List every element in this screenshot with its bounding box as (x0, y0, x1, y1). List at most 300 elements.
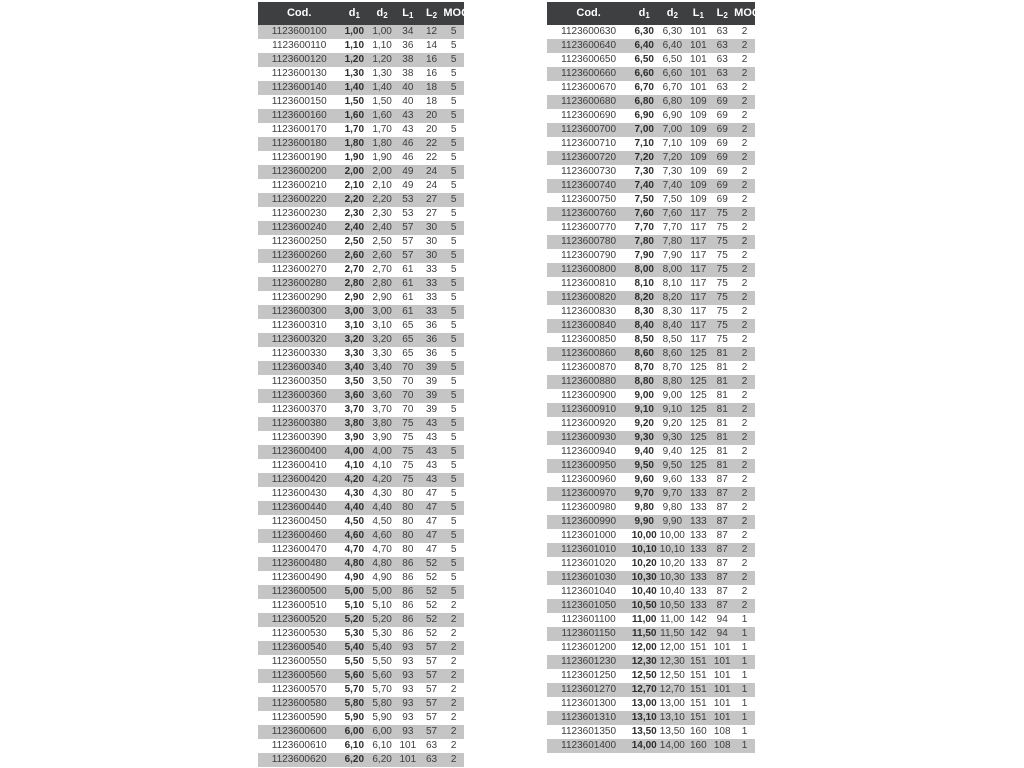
cell-d1: 10,10 (631, 544, 657, 555)
cell-l1: 93 (402, 712, 414, 723)
cell-moq: 5 (450, 334, 457, 345)
cell-l1: 101 (689, 54, 707, 65)
cell-d1: 2,80 (344, 278, 365, 289)
cell-l2: 101 (713, 712, 731, 723)
cell-l1: 109 (689, 152, 707, 163)
cell-d1: 7,50 (634, 194, 654, 205)
table-row (547, 529, 755, 543)
cell-code: 1123600100 (271, 26, 327, 37)
cell-d1: 5,50 (344, 656, 365, 667)
cell-d1: 7,80 (634, 236, 654, 247)
cell-l2: 52 (425, 628, 438, 639)
cell-l1: 61 (402, 292, 414, 303)
cell-l2: 22 (425, 138, 438, 149)
cell-l2: 39 (425, 376, 438, 387)
cell-d1: 7,60 (634, 208, 654, 219)
cell-l1: 86 (402, 628, 414, 639)
cell-l2: 69 (716, 194, 728, 205)
cell-l2: 69 (716, 166, 728, 177)
cell-l1: 57 (402, 222, 414, 233)
cell-code: 1123600150 (271, 96, 327, 107)
cell-l1: 109 (689, 124, 707, 135)
cell-code: 1123600390 (271, 432, 327, 443)
cell-l2: 18 (425, 96, 438, 107)
cell-l2: 75 (716, 208, 728, 219)
cell-d1: 10,30 (631, 572, 657, 583)
cell-d2: 4,30 (372, 488, 392, 499)
cell-d1: 2,40 (344, 222, 365, 233)
column-header-d1: $d_1$ (630, 2, 658, 25)
cell-moq: 2 (741, 432, 748, 443)
cell-l1: 133 (689, 474, 707, 485)
table-row (258, 417, 464, 431)
table-row (258, 515, 464, 529)
cell-code: 1123600710 (561, 138, 617, 149)
cell-moq: 5 (450, 530, 457, 541)
cell-d1: 3,10 (344, 320, 365, 331)
cell-l2: 57 (425, 684, 438, 695)
cell-moq: 5 (450, 572, 457, 583)
cell-moq: 1 (741, 698, 748, 709)
cell-moq: 2 (741, 40, 748, 51)
cell-d2: 1,20 (372, 54, 392, 65)
cell-d1: 5,80 (344, 698, 365, 709)
table-row (258, 221, 464, 235)
cell-moq: 2 (450, 656, 457, 667)
table-row (258, 599, 464, 613)
cell-l2: 24 (425, 166, 438, 177)
cell-d1: 5,60 (344, 670, 365, 681)
cell-d2: 3,20 (372, 334, 392, 345)
cell-d1: 12,50 (631, 670, 657, 681)
cell-code: 1123600750 (561, 194, 617, 205)
cell-l2: 75 (716, 320, 728, 331)
cell-moq: 5 (450, 26, 457, 37)
cell-code: 1123600760 (561, 208, 617, 219)
cell-l2: 69 (716, 124, 728, 135)
cell-d1: 2,50 (344, 236, 365, 247)
cell-l2: 63 (716, 40, 728, 51)
cell-moq: 5 (450, 488, 457, 499)
cell-code: 1123600290 (271, 292, 327, 303)
table-row (258, 389, 464, 403)
table-row (547, 53, 755, 67)
cell-code: 1123601010 (561, 544, 617, 555)
cell-moq: 2 (741, 530, 748, 541)
cell-code: 1123600440 (271, 502, 327, 513)
cell-moq: 2 (741, 502, 748, 513)
cell-moq: 2 (741, 208, 748, 219)
cell-d2: 4,80 (372, 558, 392, 569)
table-row (258, 123, 464, 137)
table-row (258, 459, 464, 473)
cell-d2: 1,50 (372, 96, 392, 107)
table-row (547, 487, 755, 501)
cell-d2: 10,50 (659, 600, 685, 611)
cell-d1: 7,00 (634, 124, 654, 135)
table-row (258, 193, 464, 207)
cell-l2: 39 (425, 404, 438, 415)
cell-d2: 5,60 (372, 670, 392, 681)
cell-l1: 70 (402, 376, 414, 387)
table-row (258, 613, 464, 627)
cell-l1: 75 (402, 460, 414, 471)
cell-code: 1123600250 (271, 236, 327, 247)
cell-l1: 133 (689, 502, 707, 513)
cell-d2: 8,80 (662, 376, 683, 387)
cell-l1: 151 (689, 698, 707, 709)
cell-d1: 6,00 (344, 726, 365, 737)
cell-d1: 8,10 (634, 278, 654, 289)
cell-moq: 1 (741, 740, 748, 751)
cell-l2: 33 (425, 264, 438, 275)
cell-l1: 151 (689, 712, 707, 723)
cell-moq: 5 (450, 558, 457, 569)
cell-l2: 101 (713, 670, 731, 681)
cell-l2: 57 (425, 670, 438, 681)
table-row (258, 711, 464, 725)
cell-code: 1123600730 (561, 166, 617, 177)
table-row (547, 333, 755, 347)
cell-moq: 2 (741, 236, 748, 247)
cell-l1: 125 (689, 348, 707, 359)
cell-l1: 80 (402, 502, 414, 513)
table-row (547, 515, 755, 529)
cell-code: 1123600320 (271, 334, 327, 345)
cell-d1: 9,40 (634, 446, 654, 457)
cell-l1: 109 (689, 138, 707, 149)
cell-l2: 52 (425, 586, 438, 597)
cell-l1: 61 (402, 278, 414, 289)
cell-moq: 1 (741, 726, 748, 737)
cell-d1: 4,70 (344, 544, 365, 555)
cell-d1: 4,60 (344, 530, 365, 541)
table-row (258, 165, 464, 179)
cell-d2: 9,30 (662, 432, 683, 443)
column-header-moq: MOQ* (734, 2, 755, 25)
cell-moq: 2 (450, 600, 457, 611)
cell-l2: 20 (425, 124, 438, 135)
cell-d2: 7,60 (662, 208, 683, 219)
cell-code: 1123600830 (561, 306, 617, 317)
cell-l2: 87 (716, 558, 728, 569)
cell-code: 1123600540 (271, 642, 327, 653)
cell-l2: 16 (425, 68, 438, 79)
cell-code: 1123600340 (271, 362, 327, 373)
table-row (547, 585, 755, 599)
cell-l2: 87 (716, 502, 728, 513)
cell-code: 1123600140 (271, 82, 327, 93)
cell-d1: 13,00 (631, 698, 657, 709)
cell-l1: 93 (402, 656, 414, 667)
cell-code: 1123600740 (561, 180, 617, 191)
cell-l1: 86 (402, 586, 414, 597)
table-row (547, 571, 755, 585)
cell-moq: 2 (741, 194, 748, 205)
table-row (547, 207, 755, 221)
cell-l1: 57 (402, 250, 414, 261)
cell-code: 1123600860 (561, 348, 617, 359)
cell-d1: 12,70 (631, 684, 657, 695)
cell-l2: 108 (713, 726, 731, 737)
table-row (547, 277, 755, 291)
cell-code: 1123600480 (271, 558, 327, 569)
cell-l1: 38 (402, 68, 414, 79)
cell-d2: 7,30 (662, 166, 683, 177)
cell-l1: 117 (690, 236, 707, 247)
table-row (547, 613, 755, 627)
cell-d2: 5,40 (372, 642, 392, 653)
cell-l2: 81 (716, 348, 728, 359)
cell-moq: 5 (450, 432, 457, 443)
table-row (547, 431, 755, 445)
cell-d2: 8,50 (662, 334, 683, 345)
cell-d2: 12,30 (659, 656, 685, 667)
cell-code: 1123600960 (561, 474, 617, 485)
cell-d1: 7,20 (634, 152, 654, 163)
cell-d1: 9,20 (634, 418, 654, 429)
cell-l1: 133 (689, 572, 707, 583)
cell-l1: 43 (402, 110, 414, 121)
cell-code: 1123600470 (271, 544, 327, 555)
cell-l1: 109 (689, 194, 707, 205)
table-row (258, 501, 464, 515)
cell-code: 1123600560 (271, 670, 327, 681)
cell-d2: 2,80 (372, 278, 392, 289)
cell-code: 1123600500 (271, 586, 327, 597)
cell-moq: 2 (741, 138, 748, 149)
table-row (258, 361, 464, 375)
cell-d1: 6,30 (634, 26, 654, 37)
cell-d2: 11,00 (660, 614, 685, 625)
cell-l2: 81 (716, 404, 728, 415)
cell-moq: 5 (450, 152, 457, 163)
cell-moq: 2 (741, 460, 748, 471)
cell-l2: 12 (425, 26, 438, 37)
cell-l2: 33 (425, 306, 438, 317)
cell-code: 1123600780 (561, 236, 617, 247)
cell-d2: 3,30 (372, 348, 392, 359)
cell-l2: 87 (716, 600, 728, 611)
cell-l2: 81 (716, 362, 728, 373)
cell-code: 1123600430 (271, 488, 327, 499)
cell-code: 1123600910 (561, 404, 617, 415)
cell-l2: 39 (425, 390, 438, 401)
cell-d2: 8,30 (662, 306, 683, 317)
cell-l1: 117 (690, 264, 707, 275)
cell-code: 1123600810 (561, 278, 617, 289)
cell-code: 1123600410 (271, 460, 327, 471)
table-row (547, 375, 755, 389)
cell-l2: 81 (716, 432, 728, 443)
cell-d1: 2,90 (344, 292, 365, 303)
table-header (258, 2, 474, 25)
cell-l2: 57 (425, 656, 438, 667)
cell-moq: 2 (741, 96, 748, 107)
cell-d2: 10,00 (659, 530, 685, 541)
table-row (258, 81, 464, 95)
cell-l2: 63 (425, 754, 438, 765)
table-row (258, 655, 464, 669)
cell-l1: 93 (402, 642, 414, 653)
cell-l2: 57 (425, 642, 438, 653)
cell-d2: 6,90 (662, 110, 683, 121)
cell-d2: 7,80 (662, 236, 683, 247)
cell-d2: 8,00 (662, 264, 683, 275)
table-row (258, 529, 464, 543)
cell-l2: 24 (425, 180, 438, 191)
table-body-right (547, 25, 755, 753)
cell-d1: 12,00 (631, 642, 657, 653)
cell-code: 1123601270 (561, 684, 617, 695)
table-row (547, 81, 755, 95)
cell-d2: 7,70 (662, 222, 683, 233)
cell-l2: 36 (425, 320, 438, 331)
cell-l2: 20 (425, 110, 438, 121)
cell-d2: 8,70 (662, 362, 683, 373)
cell-d2: 4,00 (372, 446, 392, 457)
cell-d1: 8,60 (634, 348, 654, 359)
cell-d1: 7,70 (634, 222, 654, 233)
cell-l2: 75 (716, 292, 728, 303)
cell-l2: 47 (425, 544, 438, 555)
cell-d1: 2,00 (344, 166, 365, 177)
cell-d2: 4,50 (372, 516, 392, 527)
cell-code: 1123600220 (271, 194, 327, 205)
cell-moq: 2 (450, 670, 457, 681)
cell-d2: 3,50 (372, 376, 392, 387)
cell-d1: 14,00 (631, 740, 657, 751)
cell-moq: 2 (741, 278, 748, 289)
cell-code: 1123600400 (271, 446, 327, 457)
table-row (547, 221, 755, 235)
cell-d2: 5,80 (372, 698, 392, 709)
table-row (547, 109, 755, 123)
column-header-moq: MOQ* (443, 2, 464, 25)
cell-l2: 101 (713, 698, 731, 709)
cell-moq: 5 (450, 40, 457, 51)
cell-d2: 12,50 (659, 670, 685, 681)
table-row (547, 25, 755, 39)
cell-d2: 6,40 (662, 40, 683, 51)
cell-l1: 101 (689, 40, 707, 51)
cell-moq: 5 (450, 460, 457, 471)
cell-d2: 10,10 (659, 544, 685, 555)
cell-d1: 3,70 (344, 404, 365, 415)
cell-l2: 81 (716, 460, 728, 471)
cell-l2: 108 (713, 740, 731, 751)
cell-l2: 69 (716, 110, 728, 121)
cell-moq: 5 (450, 502, 457, 513)
cell-l2: 33 (425, 292, 438, 303)
cell-moq: 5 (450, 194, 457, 205)
cell-moq: 5 (450, 348, 457, 359)
cell-l2: 63 (716, 26, 728, 37)
cell-l1: 133 (689, 530, 707, 541)
cell-moq: 2 (450, 712, 457, 723)
cell-l2: 69 (716, 138, 728, 149)
cell-d1: 8,20 (634, 292, 654, 303)
cell-l2: 81 (716, 446, 728, 457)
cell-l1: 93 (402, 698, 414, 709)
cell-d2: 4,60 (372, 530, 392, 541)
cell-d1: 4,40 (344, 502, 365, 513)
cell-l1: 38 (402, 54, 414, 65)
cell-l2: 36 (425, 334, 438, 345)
cell-d2: 9,50 (662, 460, 683, 471)
cell-l2: 63 (716, 68, 728, 79)
cell-d2: 7,50 (662, 194, 683, 205)
cell-l1: 34 (402, 26, 414, 37)
table-header-row (547, 2, 755, 25)
cell-d2: 2,70 (372, 264, 392, 275)
table-row (547, 683, 755, 697)
cell-d2: 1,60 (372, 110, 392, 121)
cell-code: 1123600520 (271, 614, 327, 625)
table-row (258, 431, 464, 445)
cell-d1: 4,20 (344, 474, 365, 485)
cell-l2: 87 (716, 516, 728, 527)
cell-l2: 75 (716, 264, 728, 275)
cell-moq: 2 (450, 684, 457, 695)
cell-d2: 8,10 (662, 278, 683, 289)
cell-moq: 2 (741, 446, 748, 457)
cell-l1: 49 (402, 180, 414, 191)
cell-moq: 5 (450, 474, 457, 485)
cell-d2: 8,60 (662, 348, 683, 359)
cell-d1: 13,50 (631, 726, 657, 737)
cell-l1: 36 (402, 40, 414, 51)
cell-l2: 63 (716, 54, 728, 65)
cell-l1: 75 (402, 418, 414, 429)
cell-moq: 2 (450, 698, 457, 709)
cell-code: 1123600680 (561, 96, 617, 107)
table-row (547, 697, 755, 711)
cell-code: 1123600570 (271, 684, 327, 695)
table-row (547, 641, 755, 655)
table-row (547, 137, 755, 151)
cell-d2: 7,90 (662, 250, 683, 261)
cell-d2: 8,20 (662, 292, 683, 303)
cell-d1: 8,40 (634, 320, 654, 331)
cell-l2: 30 (425, 236, 438, 247)
cell-d2: 3,70 (372, 404, 392, 415)
cell-d1: 13,10 (631, 712, 657, 723)
table-row (258, 669, 464, 683)
table-row (258, 67, 464, 81)
cell-d1: 6,10 (344, 740, 365, 751)
cell-l1: 80 (402, 530, 414, 541)
cell-d2: 13,50 (659, 726, 685, 737)
cell-d1: 3,20 (344, 334, 365, 345)
cell-code: 1123600460 (271, 530, 327, 541)
cell-l1: 93 (402, 684, 414, 695)
table-row (547, 151, 755, 165)
cell-l1: 40 (402, 82, 414, 93)
cell-d1: 1,10 (344, 40, 365, 51)
cell-d1: 6,70 (634, 82, 654, 93)
cell-code: 1123600930 (561, 432, 617, 443)
cell-l2: 27 (425, 194, 438, 205)
cell-moq: 5 (450, 516, 457, 527)
cell-l1: 109 (689, 96, 707, 107)
cell-d1: 10,00 (631, 530, 657, 541)
cell-code: 1123600950 (561, 460, 617, 471)
cell-moq: 1 (741, 642, 748, 653)
table-row (258, 207, 464, 221)
cell-moq: 2 (741, 516, 748, 527)
cell-moq: 5 (450, 586, 457, 597)
